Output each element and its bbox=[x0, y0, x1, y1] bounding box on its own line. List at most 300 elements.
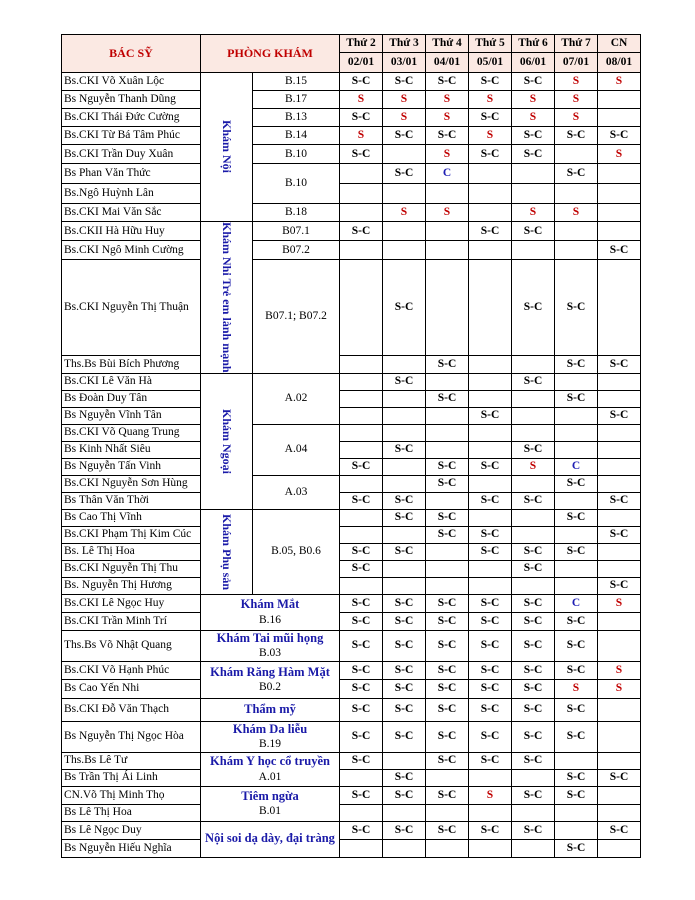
shift-cell: S-C bbox=[598, 769, 641, 786]
shift-cell bbox=[598, 91, 641, 109]
table-row bbox=[62, 145, 641, 164]
shift-cell: S-C bbox=[340, 661, 383, 679]
shift-cell bbox=[469, 204, 512, 222]
shift-cell: S-C bbox=[555, 769, 598, 786]
specialty-name: Khám Tai mũi họng bbox=[216, 630, 324, 645]
shift-cell: S-C bbox=[426, 630, 469, 661]
table-row bbox=[62, 526, 641, 543]
shift-cell bbox=[512, 390, 555, 407]
doctor-name: Bs Thân Văn Thời bbox=[62, 492, 201, 509]
shift-cell bbox=[340, 373, 383, 390]
shift-cell: S-C bbox=[426, 73, 469, 91]
shift-cell: S-C bbox=[340, 73, 383, 91]
shift-cell bbox=[512, 509, 555, 526]
shift-cell: S bbox=[469, 786, 512, 804]
shift-cell: S-C bbox=[426, 612, 469, 630]
shift-cell bbox=[512, 407, 555, 424]
table-row bbox=[62, 509, 641, 526]
shift-cell: S-C bbox=[383, 543, 426, 560]
table-row bbox=[62, 577, 641, 594]
shift-cell: S-C bbox=[383, 373, 426, 390]
table-row bbox=[62, 475, 641, 492]
shift-cell: S-C bbox=[555, 612, 598, 630]
shift-cell bbox=[598, 752, 641, 769]
shift-cell bbox=[469, 241, 512, 260]
table-row bbox=[62, 241, 641, 260]
shift-cell: S bbox=[555, 679, 598, 698]
shift-cell: S-C bbox=[469, 821, 512, 839]
day-header: Thứ 4 bbox=[426, 35, 469, 53]
shift-cell: S-C bbox=[555, 721, 598, 752]
shift-cell: S-C bbox=[469, 543, 512, 560]
shift-cell: S-C bbox=[598, 355, 641, 373]
date-header: 06/01 bbox=[512, 53, 555, 73]
shift-cell: S-C bbox=[340, 786, 383, 804]
shift-cell: S bbox=[512, 458, 555, 475]
shift-cell: S-C bbox=[469, 526, 512, 543]
specialty-cell bbox=[201, 630, 340, 661]
table-row bbox=[62, 630, 641, 661]
shift-cell bbox=[512, 184, 555, 204]
shift-cell: S-C bbox=[426, 752, 469, 769]
shift-cell: S-C bbox=[426, 475, 469, 492]
doctor-name: Ths.Bs Lê Tư bbox=[62, 752, 201, 769]
shift-cell: S-C bbox=[512, 698, 555, 721]
shift-cell: S bbox=[555, 109, 598, 127]
shift-cell bbox=[469, 184, 512, 204]
shift-cell bbox=[426, 222, 469, 241]
shift-cell bbox=[340, 441, 383, 458]
shift-cell: S-C bbox=[340, 560, 383, 577]
table-row bbox=[62, 543, 641, 560]
shift-cell: S-C bbox=[383, 612, 426, 630]
doctor-name: Bs.CKI Trần Duy Xuân bbox=[62, 145, 201, 164]
specialty-cell bbox=[201, 594, 340, 630]
table-row bbox=[62, 661, 641, 679]
doctor-name: Bs Phan Văn Thức bbox=[62, 164, 201, 184]
date-header: 04/01 bbox=[426, 53, 469, 73]
day-header: Thứ 3 bbox=[383, 35, 426, 53]
shift-cell bbox=[598, 164, 641, 184]
shift-cell: S-C bbox=[555, 355, 598, 373]
shift-cell: S-C bbox=[512, 260, 555, 356]
shift-cell: S-C bbox=[469, 407, 512, 424]
doctor-name: Bs.CKI Đỗ Văn Thạch bbox=[62, 698, 201, 721]
shift-cell: S bbox=[383, 109, 426, 127]
shift-cell: S-C bbox=[426, 721, 469, 752]
shift-cell bbox=[512, 769, 555, 786]
header-row-days bbox=[62, 35, 641, 53]
shift-cell: S bbox=[469, 91, 512, 109]
doctor-name: Bs Lê Ngọc Duy bbox=[62, 821, 201, 839]
shift-cell bbox=[555, 804, 598, 821]
day-header: Thứ 5 bbox=[469, 35, 512, 53]
shift-cell: S-C bbox=[383, 492, 426, 509]
shift-cell: S bbox=[555, 204, 598, 222]
doctor-name: Bs.CKI Trần Minh Trí bbox=[62, 612, 201, 630]
day-header: Thứ 7 bbox=[555, 35, 598, 53]
shift-cell: S-C bbox=[426, 390, 469, 407]
shift-cell bbox=[383, 458, 426, 475]
specialty-room-code: B.01 bbox=[258, 805, 282, 818]
shift-cell: S bbox=[426, 145, 469, 164]
shift-cell bbox=[512, 355, 555, 373]
shift-cell: S-C bbox=[426, 679, 469, 698]
shift-cell: S-C bbox=[555, 260, 598, 356]
shift-cell: S-C bbox=[340, 752, 383, 769]
table-row bbox=[62, 73, 641, 91]
shift-cell bbox=[555, 821, 598, 839]
shift-cell bbox=[383, 145, 426, 164]
specialty-name: Nội soi dạ dày, đại tràng bbox=[205, 831, 335, 846]
shift-cell bbox=[340, 390, 383, 407]
doctor-name: Bs.CKI Ngô Minh Cường bbox=[62, 241, 201, 260]
shift-cell: S-C bbox=[555, 698, 598, 721]
doctor-name: Bs.CKI Nguyễn Thị Thu bbox=[62, 560, 201, 577]
shift-cell bbox=[555, 184, 598, 204]
shift-cell: S-C bbox=[512, 661, 555, 679]
shift-cell: S-C bbox=[383, 594, 426, 612]
shift-cell: S-C bbox=[598, 492, 641, 509]
doctor-name: Bs.CKI Thái Đức Cường bbox=[62, 109, 201, 127]
table-row bbox=[62, 492, 641, 509]
shift-cell: S-C bbox=[383, 786, 426, 804]
shift-cell: S-C bbox=[426, 786, 469, 804]
shift-cell: S-C bbox=[469, 612, 512, 630]
shift-cell: S-C bbox=[555, 164, 598, 184]
shift-cell bbox=[383, 577, 426, 594]
shift-cell bbox=[383, 184, 426, 204]
shift-cell bbox=[469, 769, 512, 786]
shift-cell bbox=[426, 373, 469, 390]
room-code: B.10 bbox=[253, 145, 340, 164]
shift-cell bbox=[426, 241, 469, 260]
table-row bbox=[62, 109, 641, 127]
shift-cell: S-C bbox=[426, 594, 469, 612]
shift-cell bbox=[426, 577, 469, 594]
shift-cell: S-C bbox=[340, 492, 383, 509]
shift-cell bbox=[598, 509, 641, 526]
shift-cell: S-C bbox=[512, 145, 555, 164]
doctor-name: Bs.CKII Hà Hữu Huy bbox=[62, 222, 201, 241]
shift-cell bbox=[426, 260, 469, 356]
shift-cell bbox=[340, 577, 383, 594]
shift-cell: S-C bbox=[340, 630, 383, 661]
shift-cell: S-C bbox=[383, 698, 426, 721]
shift-cell bbox=[469, 839, 512, 857]
shift-cell bbox=[469, 441, 512, 458]
day-header: CN bbox=[598, 35, 641, 53]
shift-cell bbox=[512, 577, 555, 594]
shift-cell bbox=[340, 804, 383, 821]
room-code: B.13 bbox=[253, 109, 340, 127]
doctor-name: Bs Đoàn Duy Tân bbox=[62, 390, 201, 407]
shift-cell: S-C bbox=[383, 441, 426, 458]
shift-cell bbox=[598, 458, 641, 475]
table-row bbox=[62, 390, 641, 407]
shift-cell: S bbox=[383, 204, 426, 222]
specialty-cell bbox=[201, 661, 340, 698]
shift-cell bbox=[555, 222, 598, 241]
shift-cell: S-C bbox=[469, 109, 512, 127]
specialty-cell bbox=[201, 786, 340, 821]
shift-cell: S-C bbox=[555, 390, 598, 407]
shift-cell bbox=[383, 241, 426, 260]
table-row bbox=[62, 769, 641, 786]
shift-cell: S-C bbox=[555, 509, 598, 526]
shift-cell bbox=[340, 164, 383, 184]
shift-cell bbox=[512, 804, 555, 821]
shift-cell bbox=[383, 222, 426, 241]
shift-cell: S-C bbox=[340, 698, 383, 721]
doctor-name: Bs Trần Thị Ái Linh bbox=[62, 769, 201, 786]
shift-cell bbox=[598, 698, 641, 721]
shift-cell: S bbox=[426, 109, 469, 127]
doctor-name: Bs Kinh Nhất Siêu bbox=[62, 441, 201, 458]
shift-cell: S-C bbox=[598, 577, 641, 594]
shift-cell: S bbox=[426, 204, 469, 222]
shift-cell: S bbox=[598, 679, 641, 698]
shift-cell: S-C bbox=[426, 661, 469, 679]
shift-cell bbox=[512, 839, 555, 857]
shift-cell bbox=[512, 526, 555, 543]
shift-cell bbox=[469, 164, 512, 184]
shift-cell bbox=[598, 543, 641, 560]
date-header: 08/01 bbox=[598, 53, 641, 73]
shift-cell: S-C bbox=[555, 839, 598, 857]
shift-cell: S-C bbox=[340, 458, 383, 475]
doctor-name: Bs Nguyễn Thanh Dũng bbox=[62, 91, 201, 109]
shift-cell: S-C bbox=[598, 821, 641, 839]
shift-cell: S-C bbox=[469, 698, 512, 721]
shift-cell bbox=[598, 184, 641, 204]
shift-cell: S bbox=[598, 661, 641, 679]
shift-cell bbox=[469, 390, 512, 407]
shift-cell: S-C bbox=[426, 821, 469, 839]
shift-cell: S-C bbox=[598, 407, 641, 424]
doctor-name: Bs. Nguyễn Thị Hương bbox=[62, 577, 201, 594]
shift-cell: S-C bbox=[340, 612, 383, 630]
shift-cell: S-C bbox=[512, 441, 555, 458]
shift-cell bbox=[426, 804, 469, 821]
shift-cell: S-C bbox=[426, 355, 469, 373]
shift-cell: S-C bbox=[512, 594, 555, 612]
table-row bbox=[62, 441, 641, 458]
table-row bbox=[62, 355, 641, 373]
shift-cell bbox=[340, 509, 383, 526]
specialty-name: Khám Răng Hàm Mặt bbox=[210, 664, 330, 679]
table-row bbox=[62, 222, 641, 241]
shift-cell: S-C bbox=[512, 73, 555, 91]
shift-cell: S-C bbox=[383, 260, 426, 356]
shift-cell: S-C bbox=[555, 475, 598, 492]
shift-cell bbox=[426, 184, 469, 204]
shift-cell bbox=[426, 769, 469, 786]
shift-cell bbox=[555, 145, 598, 164]
doctor-name: Ths.Bs Võ Nhật Quang bbox=[62, 630, 201, 661]
doctor-name: Bs.CKI Nguyễn Sơn Hùng bbox=[62, 475, 201, 492]
shift-cell: S bbox=[598, 73, 641, 91]
table-row bbox=[62, 698, 641, 721]
shift-cell bbox=[340, 241, 383, 260]
shift-cell bbox=[598, 424, 641, 441]
shift-cell: S bbox=[340, 91, 383, 109]
shift-cell bbox=[555, 577, 598, 594]
table-row bbox=[62, 260, 641, 356]
shift-cell bbox=[598, 441, 641, 458]
table-row bbox=[62, 204, 641, 222]
shift-cell: S-C bbox=[469, 145, 512, 164]
room-code: B07.1 bbox=[253, 222, 340, 241]
shift-cell: S bbox=[512, 91, 555, 109]
shift-cell: S-C bbox=[469, 73, 512, 91]
schedule-table bbox=[61, 34, 641, 858]
doctor-name: Bs Nguyễn Vĩnh Tân bbox=[62, 407, 201, 424]
shift-cell bbox=[555, 526, 598, 543]
shift-cell: S-C bbox=[555, 127, 598, 145]
shift-cell: S-C bbox=[469, 222, 512, 241]
shift-cell bbox=[340, 184, 383, 204]
shift-cell: S bbox=[598, 594, 641, 612]
specialty-cell bbox=[201, 821, 340, 857]
shift-cell bbox=[598, 390, 641, 407]
department-label: Khám Nội bbox=[201, 73, 253, 222]
shift-cell: S-C bbox=[512, 821, 555, 839]
shift-cell: S bbox=[598, 145, 641, 164]
shift-cell: S bbox=[469, 127, 512, 145]
doctor-name: Bs.CKI Võ Xuân Lộc bbox=[62, 73, 201, 91]
shift-cell bbox=[469, 260, 512, 356]
room-code: A.03 bbox=[253, 475, 340, 509]
doctor-name: Bs Nguyễn Hiếu Nghĩa bbox=[62, 839, 201, 857]
doctor-name: Ths.Bs Bùi Bích Phương bbox=[62, 355, 201, 373]
shift-cell bbox=[598, 560, 641, 577]
shift-cell bbox=[426, 543, 469, 560]
shift-cell bbox=[383, 560, 426, 577]
shift-cell bbox=[555, 407, 598, 424]
shift-cell bbox=[598, 630, 641, 661]
doctor-name: CN.Võ Thị Minh Thọ bbox=[62, 786, 201, 804]
shift-cell bbox=[598, 721, 641, 752]
specialty-cell bbox=[201, 721, 340, 752]
shift-cell: S-C bbox=[426, 698, 469, 721]
date-header: 02/01 bbox=[340, 53, 383, 73]
department-label: Khám Nhi Trẻ em lành mạnh bbox=[201, 222, 253, 374]
date-header: 03/01 bbox=[383, 53, 426, 73]
specialty-name: Thẩm mỹ bbox=[244, 701, 296, 716]
shift-cell: S bbox=[340, 127, 383, 145]
shift-cell: S-C bbox=[383, 661, 426, 679]
room-code: B07.1; B07.2 bbox=[253, 260, 340, 374]
shift-cell: S-C bbox=[598, 241, 641, 260]
shift-cell bbox=[340, 769, 383, 786]
table-row bbox=[62, 407, 641, 424]
shift-cell: S bbox=[555, 73, 598, 91]
room-code: B.14 bbox=[253, 127, 340, 145]
shift-cell: S-C bbox=[340, 721, 383, 752]
day-header: Thứ 2 bbox=[340, 35, 383, 53]
specialty-name: Tiêm ngừa bbox=[241, 788, 299, 803]
shift-cell: S-C bbox=[512, 752, 555, 769]
shift-cell: S-C bbox=[426, 526, 469, 543]
shift-cell bbox=[469, 560, 512, 577]
shift-cell: S-C bbox=[555, 630, 598, 661]
shift-cell bbox=[598, 260, 641, 356]
shift-cell bbox=[555, 752, 598, 769]
shift-cell: S-C bbox=[340, 109, 383, 127]
doctor-name: Bs.Ngô Huỳnh Lân bbox=[62, 184, 201, 204]
shift-cell: C bbox=[555, 594, 598, 612]
date-header: 05/01 bbox=[469, 53, 512, 73]
shift-cell bbox=[598, 786, 641, 804]
shift-cell bbox=[469, 355, 512, 373]
shift-cell: S-C bbox=[469, 661, 512, 679]
shift-cell bbox=[598, 612, 641, 630]
shift-cell bbox=[426, 492, 469, 509]
shift-cell bbox=[426, 424, 469, 441]
specialty-name: Khám Da liễu bbox=[232, 721, 308, 736]
doctor-name: Bs Lê Thị Hoa bbox=[62, 804, 201, 821]
table-row bbox=[62, 612, 641, 630]
shift-cell: S-C bbox=[512, 679, 555, 698]
room-code: B.05, B0.6 bbox=[253, 509, 340, 594]
shift-cell bbox=[555, 424, 598, 441]
room-code: B.15 bbox=[253, 73, 340, 91]
shift-cell: S-C bbox=[512, 612, 555, 630]
shift-cell bbox=[555, 373, 598, 390]
shift-cell bbox=[469, 577, 512, 594]
shift-cell: S-C bbox=[512, 492, 555, 509]
specialty-room-code: B.16 bbox=[258, 613, 282, 626]
table-row bbox=[62, 373, 641, 390]
specialty-name: Khám Mắt bbox=[240, 597, 300, 612]
table-row bbox=[62, 91, 641, 109]
shift-cell: S-C bbox=[426, 458, 469, 475]
shift-cell bbox=[555, 560, 598, 577]
shift-cell bbox=[598, 222, 641, 241]
room-code: A.04 bbox=[253, 424, 340, 475]
table-row bbox=[62, 679, 641, 698]
shift-cell: S-C bbox=[340, 145, 383, 164]
table-row bbox=[62, 424, 641, 441]
shift-cell bbox=[340, 526, 383, 543]
shift-cell bbox=[383, 526, 426, 543]
table-row bbox=[62, 721, 641, 752]
shift-cell: S-C bbox=[512, 127, 555, 145]
room-code: B.10 bbox=[253, 164, 340, 204]
room-code: B.18 bbox=[253, 204, 340, 222]
doctor-name: Bs.CKI Từ Bá Tâm Phúc bbox=[62, 127, 201, 145]
shift-cell bbox=[469, 509, 512, 526]
shift-cell bbox=[383, 475, 426, 492]
shift-cell: S-C bbox=[340, 222, 383, 241]
shift-cell: S-C bbox=[469, 594, 512, 612]
shift-cell: S bbox=[512, 204, 555, 222]
doctor-name: Bs.CKI Nguyễn Thị Thuận bbox=[62, 260, 201, 356]
shift-cell: S-C bbox=[512, 560, 555, 577]
shift-cell: S-C bbox=[383, 164, 426, 184]
shift-cell bbox=[340, 407, 383, 424]
room-code: B07.2 bbox=[253, 241, 340, 260]
shift-cell bbox=[340, 204, 383, 222]
shift-cell bbox=[598, 475, 641, 492]
shift-cell bbox=[383, 407, 426, 424]
shift-cell: C bbox=[555, 458, 598, 475]
table-row bbox=[62, 127, 641, 145]
shift-cell: S-C bbox=[512, 543, 555, 560]
table-row bbox=[62, 184, 641, 204]
shift-cell: S-C bbox=[469, 630, 512, 661]
